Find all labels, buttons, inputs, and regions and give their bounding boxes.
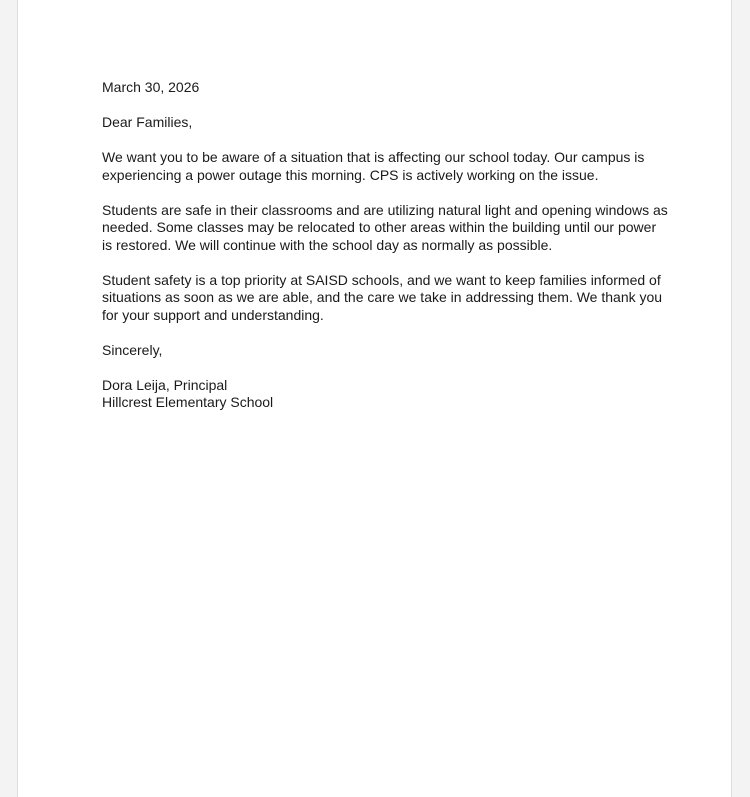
letter-body [102,79,668,412]
paragraph-line: We want you to be aware of a situation that is affecting our school today. Our campus is [102,149,645,165]
paragraph-line: situations as soon as we are able, and the care we take in addressing them. We thank you [102,289,663,305]
paragraph-student-safety-status [102,201,668,255]
paragraph-line: for your support and understanding. [102,306,324,323]
letter-closing: Sincerely, [102,341,163,358]
paragraph-line: needed. Some classes may be relocated to other areas within the building until our power [102,219,657,235]
paragraph-line: Student safety is a top priority at SAISD schools, and we want to keep families informed of [102,271,661,288]
paragraph-situation [102,149,662,184]
letter-page [17,0,732,797]
paragraph-line: is restored. We will continue with the school day as normally as possible. [102,236,553,253]
letter-salutation: Dear Families, [102,114,193,130]
paragraph-line: experiencing a power outage this morning. CPS is actively working on the issue. [102,166,599,183]
signature-school: Hillcrest Elementary School [102,394,274,410]
letter-date: March 30, 2026 [102,79,200,95]
paragraph-line: Students are safe in their classrooms and are utilizing natural light and opening windows as [102,201,668,218]
paragraph-priority [102,272,662,325]
signature-name: Dora Leija, Principal [102,376,228,393]
